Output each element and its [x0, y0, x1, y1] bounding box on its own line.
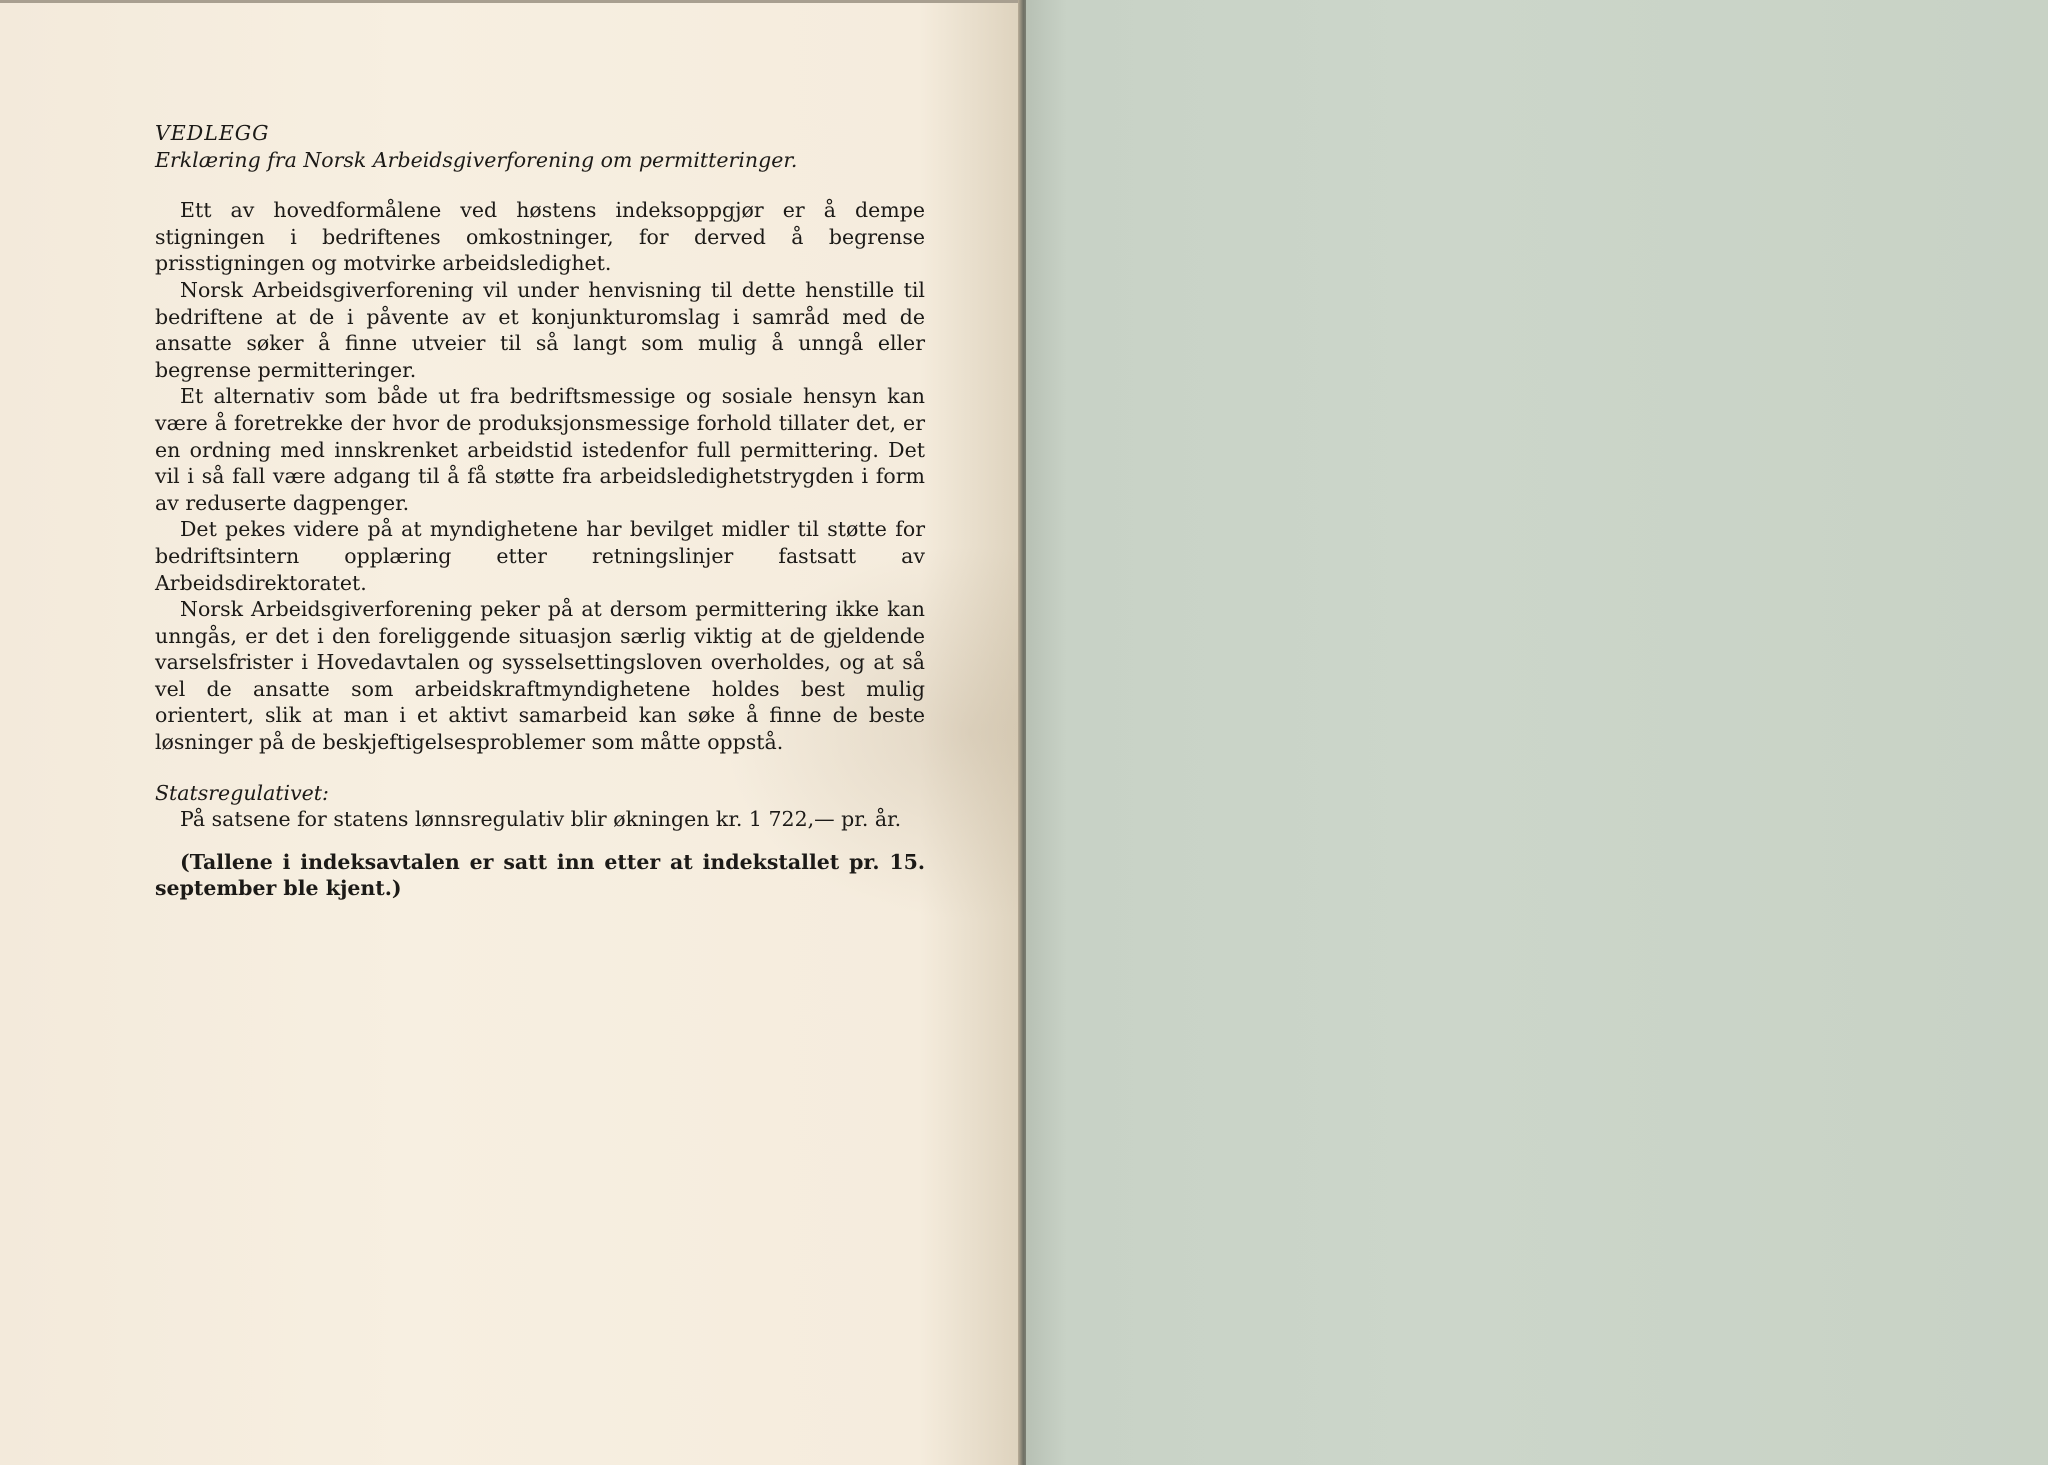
- paragraph: Det pekes videre på at myndighetene har bevilget midler til støtte for bedriftsintern opplæring etter retningslinjer fastsatt av Arbeidsdirektoratet.: [155, 517, 925, 595]
- paragraph: Et alternativ som både ut fra bedriftsmessige og sosiale hensyn kan være å foretrekke der hvor de produksjonsmessige forhold tillater det, er en ordning med innskrenket arbeidstid istedenfor full permittering. Det vil i så fall være adgang til å få støtte fra arbeidsledighetstrygden i form av reduserte dagpenger.: [155, 384, 925, 515]
- section-paragraph: På satsene for statens lønnsregulativ blir økningen kr. 1 722,— pr. år.: [180, 807, 902, 832]
- section-title: Statsregulativet:: [155, 780, 329, 805]
- paragraph: Norsk Arbeidsgiverforening peker på at dersom permittering ikke kan unngås, er det i den foreliggende situasjon særlig viktig at de gjeldende varselsfrister i Hovedavtalen og sysselsettingsloven overholdes, og at så vel de ansatte som arbeidskraftmyndighetene holdes best mulig orientert, slik at man i et aktivt samarbeid kan søke å finne de beste løsninger på de beskjeftigelsesproblemer som måtte oppstå.: [155, 597, 925, 755]
- paragraph: Ett av hovedformålene ved høstens indeksoppgjør er å dempe stigningen i bedriftenes omkostninger, for derved å begrense prisstigningen og motvirke arbeidsledighet.: [155, 198, 925, 276]
- right-page-blank-cover: [1026, 0, 2048, 1465]
- document-heading: VEDLEGG: [155, 121, 270, 145]
- page-top-edge: [0, 0, 1022, 3]
- left-page: [0, 0, 1022, 1465]
- document-text: [155, 120, 925, 902]
- paragraph: Norsk Arbeidsgiverforening vil under henvisning til dette henstille til bedriftene at de i påvente av et konjunkturomslag i samråd med de ansatte søker å finne utveier til så langt som mulig å unngå eller begrense permitteringer.: [155, 277, 925, 382]
- closing-note: (Tallene i indeksavtalen er satt inn etter at indekstallet pr. 15. september ble kjent.): [155, 849, 925, 901]
- document-subheading: Erklæring fra Norsk Arbeidsgiverforening om permitteringer.: [155, 147, 798, 172]
